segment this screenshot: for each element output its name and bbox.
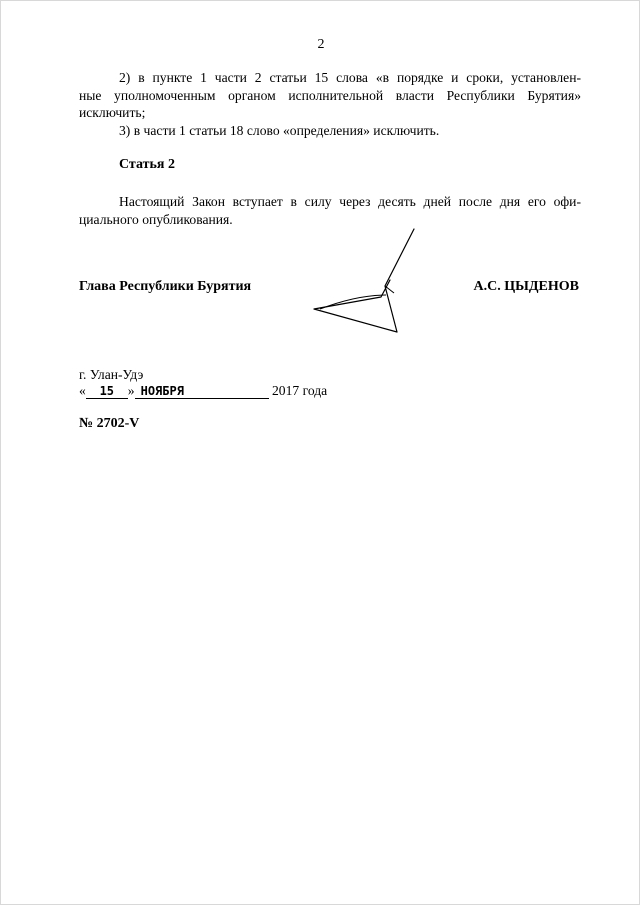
handwritten-signature	[306, 223, 426, 343]
date-close-quote: »	[127, 383, 135, 398]
date-year: 2017 года	[272, 383, 328, 398]
signatory-name: А.С. ЦЫДЕНОВ	[473, 279, 579, 294]
amendment-item-2-line-1: 2) в пункте 1 части 2 статьи 15 слова «в порядке и сроки, установлен-	[119, 70, 581, 85]
amendment-item-2-line-2: ные уполномоченным органом исполнительной власти Республики Бурятия»	[79, 87, 581, 103]
article-2-line-1: Настоящий Закон вступает в силу через десять дней после дня его офи-	[119, 194, 581, 209]
amendment-item-2	[79, 69, 581, 122]
date-day: 15	[86, 384, 128, 399]
law-number: № 2702-V	[79, 416, 140, 431]
signatory-title: Глава Республики Бурятия	[79, 279, 252, 294]
city-line: г. Улан-Удэ	[79, 367, 144, 382]
article-2-heading: Статья 2	[119, 157, 175, 172]
amendment-item-2-line-3: исключить;	[79, 105, 146, 120]
date-open-quote: «	[79, 383, 86, 398]
amendment-item-3-line-1: 3) в части 1 статьи 18 слово «определения» исключить.	[119, 123, 440, 138]
date-month: НОЯБРЯ	[135, 384, 269, 399]
article-2-line-2: циального опубликования.	[79, 211, 233, 227]
amendment-item-3	[79, 122, 581, 140]
date-line	[79, 383, 327, 399]
page-number: 2	[317, 37, 325, 52]
